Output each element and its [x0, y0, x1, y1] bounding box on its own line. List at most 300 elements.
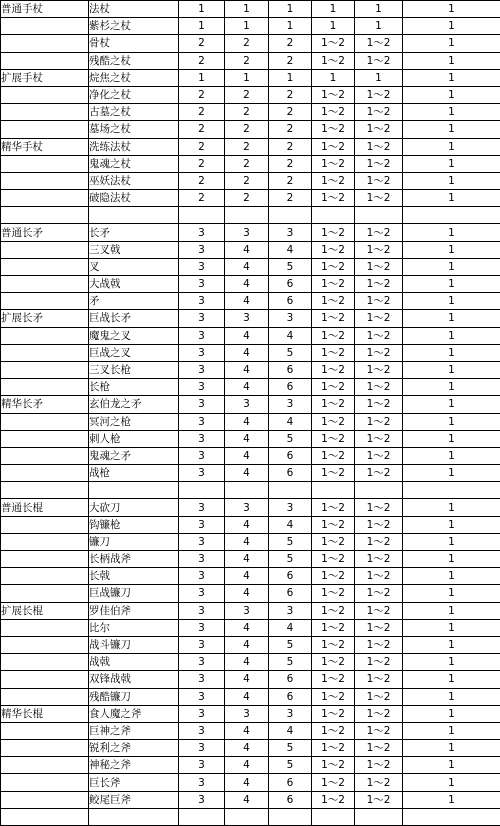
value-cell-3: 1	[269, 1, 312, 18]
value-cell-3: 5	[269, 757, 312, 774]
table-row	[1, 740, 500, 757]
value-cell-last: 1	[403, 1, 500, 18]
value-cell-1: 3	[179, 310, 225, 327]
weapon-name-cell: 三叉戟	[89, 241, 179, 258]
value-cell-1: 3	[179, 499, 225, 516]
range-cell-1: 1～2	[312, 138, 355, 155]
range-cell-2: 1～2	[355, 258, 403, 275]
range-cell-2: 1～2	[355, 310, 403, 327]
range-cell-2: 1～2	[355, 224, 403, 241]
range-cell-1: 1～2	[312, 722, 355, 739]
range-cell-1: 1～2	[312, 86, 355, 103]
value-cell-3: 6	[269, 465, 312, 482]
weapon-name-cell: 食人魔之斧	[89, 705, 179, 722]
range-cell-2: 1～2	[355, 516, 403, 533]
value-cell-1: 2	[179, 138, 225, 155]
value-cell-2: 2	[225, 138, 269, 155]
empty-cell	[225, 482, 269, 499]
category-cell	[1, 276, 89, 293]
weapon-name-cell: 巨神之斧	[89, 722, 179, 739]
empty-cell	[312, 207, 355, 224]
value-cell-2: 1	[225, 1, 269, 18]
value-cell-1: 2	[179, 52, 225, 69]
value-cell-last: 1	[403, 551, 500, 568]
value-cell-3: 5	[269, 258, 312, 275]
weapon-name-cell: 镰刀	[89, 533, 179, 550]
category-cell	[1, 52, 89, 69]
value-cell-2: 4	[225, 413, 269, 430]
table-row	[1, 241, 500, 258]
range-cell-2: 1～2	[355, 104, 403, 121]
table-row	[1, 430, 500, 447]
range-cell-1: 1～2	[312, 636, 355, 653]
weapon-name-cell: 长戟	[89, 568, 179, 585]
category-cell: 精华长矛	[1, 396, 89, 413]
value-cell-3: 3	[269, 602, 312, 619]
table-body	[1, 1, 500, 826]
empty-cell	[355, 207, 403, 224]
range-cell-2: 1～2	[355, 172, 403, 189]
table-row	[1, 276, 500, 293]
value-cell-1: 3	[179, 740, 225, 757]
range-cell-1: 1～2	[312, 499, 355, 516]
range-cell-2: 1～2	[355, 705, 403, 722]
category-cell	[1, 791, 89, 808]
range-cell-2: 1～2	[355, 688, 403, 705]
value-cell-3: 3	[269, 396, 312, 413]
empty-cell	[269, 808, 312, 825]
table-row	[1, 688, 500, 705]
value-cell-last: 1	[403, 241, 500, 258]
value-cell-last: 1	[403, 757, 500, 774]
value-cell-1: 3	[179, 585, 225, 602]
value-cell-last: 1	[403, 585, 500, 602]
range-cell-1: 1～2	[312, 602, 355, 619]
value-cell-last: 1	[403, 172, 500, 189]
range-cell-2: 1～2	[355, 791, 403, 808]
category-cell	[1, 293, 89, 310]
table-row	[1, 499, 500, 516]
value-cell-last: 1	[403, 138, 500, 155]
value-cell-1: 2	[179, 35, 225, 52]
value-cell-last: 1	[403, 774, 500, 791]
weapon-name-cell: 鬼魂之杖	[89, 155, 179, 172]
table-row	[1, 413, 500, 430]
value-cell-last: 1	[403, 69, 500, 86]
weapon-name-cell: 战戟	[89, 654, 179, 671]
value-cell-3: 2	[269, 52, 312, 69]
value-cell-1: 1	[179, 1, 225, 18]
weapon-name-cell: 残酷镰刀	[89, 688, 179, 705]
category-cell	[1, 757, 89, 774]
category-cell	[1, 104, 89, 121]
value-cell-2: 2	[225, 172, 269, 189]
table-row	[1, 138, 500, 155]
weapon-name-cell: 战斗镰刀	[89, 636, 179, 653]
weapon-name-cell: 大战戟	[89, 276, 179, 293]
value-cell-3: 2	[269, 86, 312, 103]
empty-cell	[269, 482, 312, 499]
table-row	[1, 465, 500, 482]
weapon-name-cell: 洗练法杖	[89, 138, 179, 155]
weapon-name-cell: 三叉长枪	[89, 361, 179, 378]
range-cell-1: 1～2	[312, 465, 355, 482]
category-cell: 扩展手杖	[1, 69, 89, 86]
table-row	[1, 774, 500, 791]
value-cell-2: 4	[225, 688, 269, 705]
value-cell-1: 3	[179, 465, 225, 482]
weapon-name-cell: 锐利之斧	[89, 740, 179, 757]
range-cell-2: 1～2	[355, 499, 403, 516]
range-cell-2: 1～2	[355, 293, 403, 310]
range-cell-2: 1～2	[355, 585, 403, 602]
category-cell: 精华手杖	[1, 138, 89, 155]
category-cell	[1, 447, 89, 464]
table-row	[1, 344, 500, 361]
weapon-name-cell: 法杖	[89, 1, 179, 18]
weapon-name-cell: 骨杖	[89, 35, 179, 52]
value-cell-2: 4	[225, 585, 269, 602]
range-cell-1: 1～2	[312, 757, 355, 774]
range-cell-1: 1～2	[312, 293, 355, 310]
value-cell-2: 4	[225, 293, 269, 310]
value-cell-last: 1	[403, 344, 500, 361]
value-cell-last: 1	[403, 722, 500, 739]
value-cell-1: 3	[179, 430, 225, 447]
value-cell-3: 3	[269, 224, 312, 241]
weapon-name-cell: 残酷之杖	[89, 52, 179, 69]
category-cell	[1, 722, 89, 739]
value-cell-1: 3	[179, 757, 225, 774]
value-cell-2: 3	[225, 499, 269, 516]
range-cell-1: 1～2	[312, 276, 355, 293]
value-cell-3: 6	[269, 568, 312, 585]
category-cell	[1, 413, 89, 430]
table-row	[1, 155, 500, 172]
value-cell-last: 1	[403, 18, 500, 35]
category-cell	[1, 619, 89, 636]
value-cell-3: 2	[269, 104, 312, 121]
weapon-name-cell: 长矛	[89, 224, 179, 241]
category-cell	[1, 172, 89, 189]
table-row	[1, 310, 500, 327]
value-cell-3: 5	[269, 344, 312, 361]
range-cell-2: 1～2	[355, 138, 403, 155]
table-row	[1, 190, 500, 207]
range-cell-2: 1～2	[355, 155, 403, 172]
category-cell	[1, 465, 89, 482]
range-cell-2: 1～2	[355, 361, 403, 378]
category-cell	[1, 551, 89, 568]
weapon-name-cell: 冥河之枪	[89, 413, 179, 430]
table-row	[1, 585, 500, 602]
value-cell-3: 2	[269, 190, 312, 207]
category-cell	[1, 654, 89, 671]
value-cell-last: 1	[403, 533, 500, 550]
empty-cell	[225, 207, 269, 224]
empty-cell	[355, 482, 403, 499]
range-cell-2: 1～2	[355, 86, 403, 103]
value-cell-last: 1	[403, 619, 500, 636]
empty-cell	[1, 808, 89, 825]
range-cell-1: 1～2	[312, 344, 355, 361]
range-cell-1: 1～2	[312, 430, 355, 447]
value-cell-3: 2	[269, 121, 312, 138]
table-row	[1, 447, 500, 464]
value-cell-1: 3	[179, 671, 225, 688]
weapon-name-cell: 罗佳伯斧	[89, 602, 179, 619]
weapon-name-cell: 比尔	[89, 619, 179, 636]
value-cell-2: 3	[225, 602, 269, 619]
range-cell-2: 1～2	[355, 774, 403, 791]
value-cell-2: 4	[225, 722, 269, 739]
category-cell	[1, 327, 89, 344]
value-cell-3: 5	[269, 636, 312, 653]
table-row	[1, 705, 500, 722]
weapon-name-cell: 巨战镰刀	[89, 585, 179, 602]
value-cell-3: 2	[269, 172, 312, 189]
value-cell-last: 1	[403, 86, 500, 103]
weapon-name-cell: 烷焦之杖	[89, 69, 179, 86]
range-cell-1: 1～2	[312, 791, 355, 808]
value-cell-3: 6	[269, 379, 312, 396]
range-cell-1: 1～2	[312, 654, 355, 671]
weapon-name-cell: 巨战长矛	[89, 310, 179, 327]
weapon-name-cell: 长枪	[89, 379, 179, 396]
value-cell-1: 3	[179, 379, 225, 396]
range-cell-1: 1～2	[312, 705, 355, 722]
category-cell	[1, 258, 89, 275]
weapon-name-cell: 净化之杖	[89, 86, 179, 103]
range-cell-1: 1～2	[312, 190, 355, 207]
value-cell-last: 1	[403, 104, 500, 121]
category-cell	[1, 241, 89, 258]
table-row	[1, 258, 500, 275]
value-cell-1: 3	[179, 791, 225, 808]
value-cell-last: 1	[403, 327, 500, 344]
range-cell-2: 1～2	[355, 52, 403, 69]
value-cell-1: 2	[179, 172, 225, 189]
value-cell-1: 3	[179, 413, 225, 430]
value-cell-2: 4	[225, 568, 269, 585]
weapon-name-cell: 矛	[89, 293, 179, 310]
value-cell-3: 4	[269, 722, 312, 739]
value-cell-1: 2	[179, 155, 225, 172]
range-cell-1: 1～2	[312, 121, 355, 138]
value-cell-1: 1	[179, 69, 225, 86]
value-cell-3: 6	[269, 774, 312, 791]
table-row	[1, 568, 500, 585]
value-cell-3: 4	[269, 413, 312, 430]
value-cell-2: 4	[225, 379, 269, 396]
value-cell-1: 3	[179, 258, 225, 275]
range-cell-2: 1～2	[355, 447, 403, 464]
value-cell-2: 4	[225, 258, 269, 275]
value-cell-3: 4	[269, 516, 312, 533]
table-row	[1, 671, 500, 688]
value-cell-last: 1	[403, 121, 500, 138]
value-cell-last: 1	[403, 35, 500, 52]
value-cell-last: 1	[403, 568, 500, 585]
value-cell-1: 3	[179, 774, 225, 791]
value-cell-2: 4	[225, 791, 269, 808]
value-cell-last: 1	[403, 276, 500, 293]
range-cell-2: 1～2	[355, 121, 403, 138]
value-cell-1: 2	[179, 190, 225, 207]
range-cell-1: 1～2	[312, 516, 355, 533]
value-cell-last: 1	[403, 499, 500, 516]
value-cell-2: 4	[225, 740, 269, 757]
weapon-name-cell: 古墓之杖	[89, 104, 179, 121]
category-cell	[1, 379, 89, 396]
value-cell-3: 5	[269, 740, 312, 757]
weapon-name-cell: 墓场之杖	[89, 121, 179, 138]
table-row	[1, 636, 500, 653]
value-cell-2: 2	[225, 104, 269, 121]
range-cell-2: 1	[355, 18, 403, 35]
weapon-name-cell: 神秘之斧	[89, 757, 179, 774]
empty-cell	[312, 808, 355, 825]
value-cell-2: 2	[225, 121, 269, 138]
value-cell-1: 3	[179, 224, 225, 241]
range-cell-1: 1～2	[312, 774, 355, 791]
category-cell	[1, 430, 89, 447]
value-cell-2: 2	[225, 190, 269, 207]
value-cell-1: 3	[179, 636, 225, 653]
range-cell-1: 1～2	[312, 172, 355, 189]
weapon-name-cell: 鲛尾巨斧	[89, 791, 179, 808]
value-cell-3: 2	[269, 138, 312, 155]
value-cell-1: 3	[179, 293, 225, 310]
empty-cell	[179, 808, 225, 825]
value-cell-last: 1	[403, 654, 500, 671]
weapon-name-cell: 鬼魂之矛	[89, 447, 179, 464]
value-cell-last: 1	[403, 293, 500, 310]
blank-separator-row	[1, 207, 500, 224]
value-cell-last: 1	[403, 636, 500, 653]
category-cell	[1, 86, 89, 103]
table-row	[1, 619, 500, 636]
category-cell	[1, 190, 89, 207]
value-cell-1: 2	[179, 104, 225, 121]
empty-cell	[225, 808, 269, 825]
blank-separator-row	[1, 808, 500, 825]
range-cell-1: 1～2	[312, 585, 355, 602]
value-cell-2: 2	[225, 86, 269, 103]
value-cell-1: 3	[179, 619, 225, 636]
weapon-name-cell: 紫杉之杖	[89, 18, 179, 35]
table-row	[1, 396, 500, 413]
value-cell-3: 3	[269, 705, 312, 722]
category-cell	[1, 361, 89, 378]
empty-cell	[312, 482, 355, 499]
value-cell-last: 1	[403, 258, 500, 275]
table-row	[1, 69, 500, 86]
range-cell-2: 1～2	[355, 568, 403, 585]
category-cell: 普通长棍	[1, 499, 89, 516]
range-cell-1: 1～2	[312, 35, 355, 52]
weapon-name-cell: 双锋战戟	[89, 671, 179, 688]
range-cell-2: 1～2	[355, 35, 403, 52]
weapon-name-cell: 巨战之叉	[89, 344, 179, 361]
range-cell-2: 1～2	[355, 602, 403, 619]
value-cell-2: 4	[225, 344, 269, 361]
range-cell-1: 1	[312, 69, 355, 86]
range-cell-2: 1～2	[355, 671, 403, 688]
value-cell-1: 2	[179, 86, 225, 103]
empty-cell	[89, 482, 179, 499]
category-cell	[1, 671, 89, 688]
empty-cell	[269, 207, 312, 224]
value-cell-last: 1	[403, 224, 500, 241]
value-cell-last: 1	[403, 413, 500, 430]
value-cell-2: 4	[225, 276, 269, 293]
value-cell-2: 4	[225, 241, 269, 258]
range-cell-1: 1～2	[312, 52, 355, 69]
range-cell-2: 1～2	[355, 551, 403, 568]
value-cell-last: 1	[403, 465, 500, 482]
value-cell-3: 4	[269, 327, 312, 344]
value-cell-3: 6	[269, 293, 312, 310]
table-row	[1, 551, 500, 568]
value-cell-last: 1	[403, 361, 500, 378]
weapon-name-cell: 巫妖法杖	[89, 172, 179, 189]
value-cell-2: 4	[225, 533, 269, 550]
value-cell-1: 3	[179, 654, 225, 671]
value-cell-1: 3	[179, 688, 225, 705]
weapon-name-cell: 战枪	[89, 465, 179, 482]
value-cell-1: 2	[179, 121, 225, 138]
value-cell-2: 3	[225, 310, 269, 327]
range-cell-2: 1	[355, 69, 403, 86]
range-cell-2: 1～2	[355, 465, 403, 482]
empty-cell	[1, 207, 89, 224]
value-cell-1: 3	[179, 551, 225, 568]
category-cell	[1, 774, 89, 791]
value-cell-last: 1	[403, 430, 500, 447]
category-cell: 扩展长矛	[1, 310, 89, 327]
table-row	[1, 361, 500, 378]
table-row	[1, 52, 500, 69]
range-cell-1: 1～2	[312, 688, 355, 705]
category-cell: 扩展长棍	[1, 602, 89, 619]
empty-cell	[403, 808, 500, 825]
value-cell-2: 4	[225, 447, 269, 464]
table-row	[1, 18, 500, 35]
range-cell-1: 1～2	[312, 551, 355, 568]
range-cell-2: 1～2	[355, 636, 403, 653]
value-cell-last: 1	[403, 447, 500, 464]
range-cell-1: 1～2	[312, 327, 355, 344]
range-cell-1: 1～2	[312, 568, 355, 585]
category-cell: 普通手杖	[1, 1, 89, 18]
category-cell	[1, 18, 89, 35]
range-cell-2: 1	[355, 1, 403, 18]
range-cell-2: 1～2	[355, 654, 403, 671]
value-cell-1: 3	[179, 276, 225, 293]
value-cell-3: 2	[269, 155, 312, 172]
table-row	[1, 791, 500, 808]
value-cell-3: 1	[269, 18, 312, 35]
value-cell-last: 1	[403, 688, 500, 705]
value-cell-2: 4	[225, 619, 269, 636]
category-cell	[1, 585, 89, 602]
value-cell-3: 4	[269, 241, 312, 258]
value-cell-3: 3	[269, 310, 312, 327]
value-cell-3: 5	[269, 533, 312, 550]
range-cell-2: 1～2	[355, 276, 403, 293]
value-cell-1: 3	[179, 722, 225, 739]
